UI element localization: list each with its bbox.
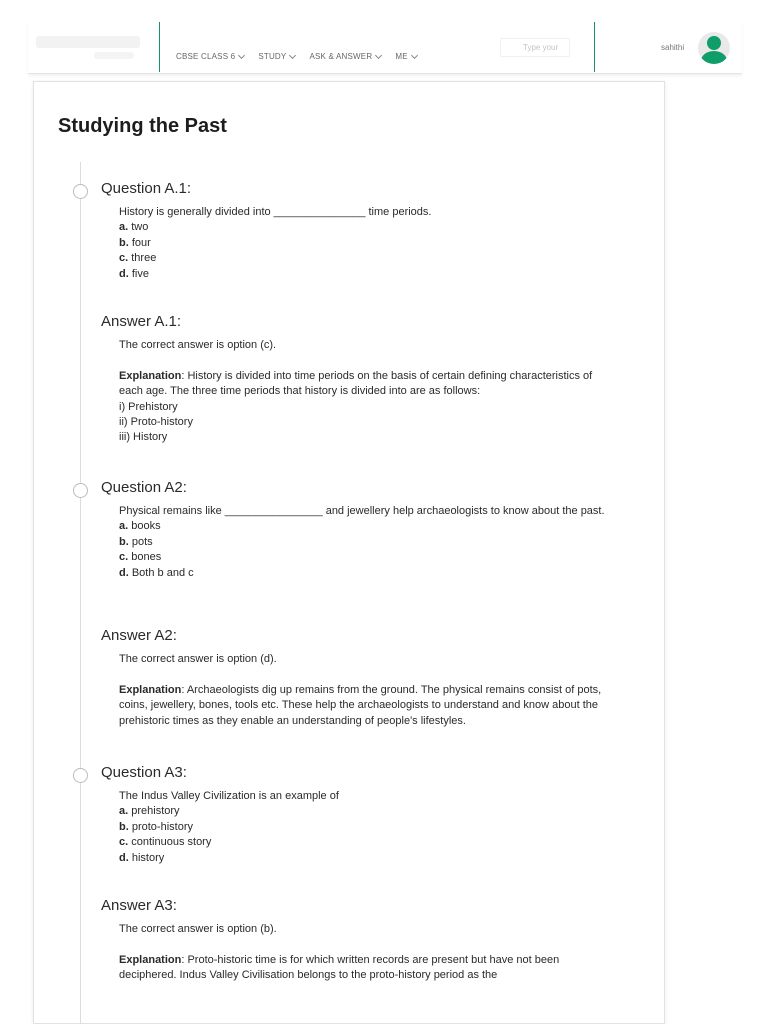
option-b: b. pots — [119, 535, 153, 548]
option-b: b. four — [119, 236, 151, 249]
explanation-text: Explanation: Proto-historic time is for which written records are present but have not been deciphered. Indus Valley Civilisation belongs to the proto-history period as the — [119, 953, 560, 982]
chevron-down-icon — [375, 51, 382, 58]
content-card — [33, 81, 665, 1024]
question-block-a3 — [101, 764, 619, 866]
correct-answer-text: The correct answer is option (d). — [119, 653, 277, 665]
correct-answer-text: The correct answer is option (c). — [119, 339, 277, 351]
question-content — [119, 205, 619, 282]
list-item: i) Prehistory — [119, 400, 178, 413]
answer-block-a3 — [101, 897, 619, 984]
nav-item-label: ASK & ANSWER — [309, 52, 373, 61]
nav-item-ask-answer[interactable] — [309, 52, 381, 61]
answer-heading: Answer A3: — [101, 897, 177, 914]
answer-block-a2 — [101, 627, 619, 729]
nav-item-cbse-class-6[interactable] — [176, 52, 244, 61]
timeline-line — [80, 162, 81, 1024]
option-c: c. continuous story — [119, 836, 212, 849]
answer-heading: Answer A2: — [101, 627, 177, 644]
nav-divider-left — [159, 22, 160, 72]
question-text: History is generally divided into _______________ time periods. — [119, 206, 432, 218]
nav-item-label: ME — [395, 52, 408, 61]
timeline-marker — [73, 184, 88, 199]
nav-item-study[interactable] — [258, 52, 295, 61]
option-b: b. proto-history — [119, 820, 193, 833]
nav-item-me[interactable] — [395, 52, 416, 61]
question-heading: Question A.1: — [101, 180, 192, 197]
answer-content — [119, 652, 619, 729]
page-title: Studying the Past — [58, 115, 227, 137]
option-d: d. Both b and c — [119, 566, 194, 579]
question-content — [119, 789, 619, 866]
answer-block-a1 — [101, 313, 619, 446]
nav-item-label: CBSE CLASS 6 — [176, 52, 236, 61]
username-label[interactable]: sahithi — [661, 43, 685, 52]
avatar[interactable] — [698, 32, 730, 64]
explanation-text: Explanation: History is divided into time periods on the basis of certain defining characteristics of each age. The three time periods that history is divided into are as follows: — [119, 369, 593, 398]
nav-divider-right — [594, 22, 595, 72]
timeline-marker — [73, 768, 88, 783]
avatar-head — [707, 36, 721, 50]
correct-answer-text: The correct answer is option (b). — [119, 923, 277, 935]
search-input[interactable] — [500, 38, 570, 57]
question-text: Physical remains like ________________ and jewellery help archaeologists to know about the past. — [119, 505, 605, 517]
question-block-a2 — [101, 479, 619, 581]
question-text: The Indus Valley Civilization is an example of — [119, 790, 339, 802]
list-item: iii) History — [119, 431, 168, 444]
option-a: a. prehistory — [119, 805, 180, 818]
explanation-text: Explanation: Archaeologists dig up remains from the ground. The physical remains consist of pots, coins, jewellery, bones, tools etc. These help the archaeologists to understand and know about the prehistoric times as they enable an understanding of people's lifestyles. — [119, 683, 602, 727]
nav-item-label: STUDY — [258, 52, 287, 61]
question-heading: Question A2: — [101, 479, 187, 496]
option-d: d. history — [119, 851, 165, 864]
option-c: c. bones — [119, 551, 162, 564]
answer-content — [119, 338, 619, 446]
logo-tagline — [94, 52, 134, 59]
avatar-body — [701, 51, 727, 64]
list-item: ii) Proto-history — [119, 416, 193, 429]
logo-mark — [36, 36, 140, 48]
top-navigation-bar — [28, 22, 742, 74]
question-heading: Question A3: — [101, 764, 187, 781]
question-content — [119, 504, 619, 581]
option-a: a. books — [119, 520, 161, 533]
chevron-down-icon — [238, 51, 245, 58]
answer-content — [119, 922, 619, 984]
option-d: d. five — [119, 267, 149, 280]
question-block-a1 — [101, 180, 619, 282]
main-nav — [176, 52, 417, 61]
chevron-down-icon — [411, 51, 418, 58]
site-logo[interactable] — [34, 32, 152, 64]
chevron-down-icon — [289, 51, 296, 58]
option-c: c. three — [119, 252, 157, 265]
option-a: a. two — [119, 221, 149, 234]
answer-heading: Answer A.1: — [101, 313, 182, 330]
timeline-marker — [73, 483, 88, 498]
